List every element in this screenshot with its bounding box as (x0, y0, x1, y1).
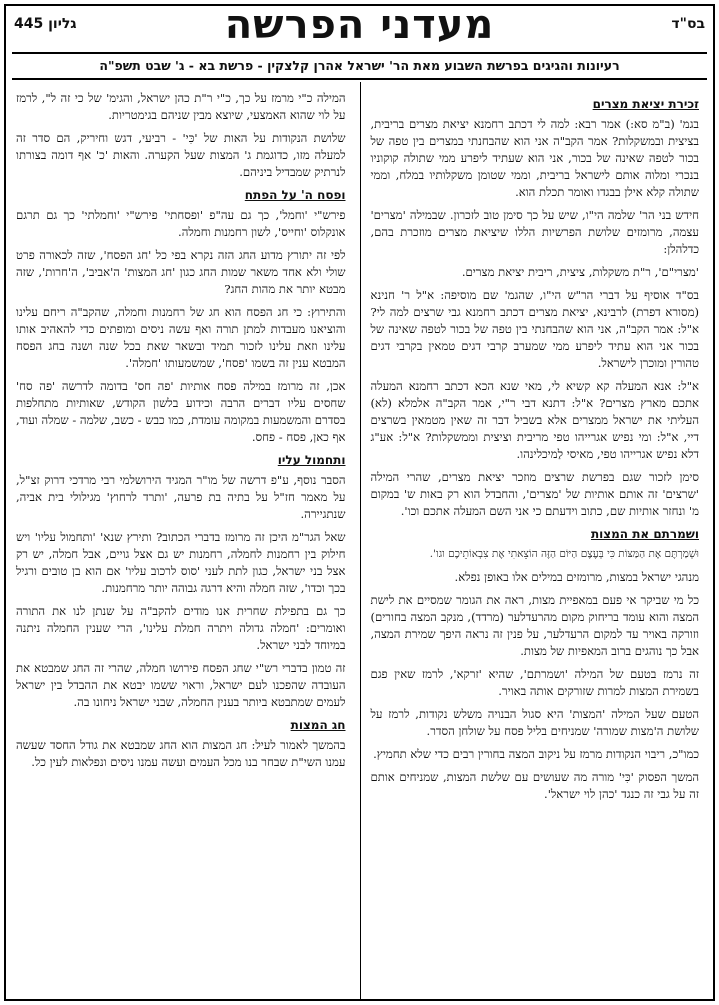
section-heading: ופסח ה' על הפתח (244, 188, 346, 202)
newsletter-page (4, 4, 715, 1001)
newsletter-subtitle: רעיונות והגיגים בפרשת השבוע מאת הר' ישראל אהרן קלצקין - פרשת בא - ג' שבט תשפ"ה (99, 58, 620, 73)
left-column (6, 82, 360, 999)
paragraph: בגמ' (ב"מ סא:) אמר רבא: למה לי דכתב רחמנא יציאת מצרים בריבית, בציצית ובמשקלות? אמר הקב"ה אני הוא שהבחנתי במצרים בין טפה של בכור לטפה שאינה של בכור, אני הוא שעתיד ליפרע ממי שתולה קוקוניו בנכרי ומלוה אותם לישראל בריבית, וממי שטומן משקלותיו במלח, וממי שתולה קלא אילן בבגדו ואומר תכלת הוא. (370, 117, 699, 199)
paragraph: פירש"י 'וחמל', כך גם עה"פ 'ופסחתי' פירש"י 'וחמלתי' כך גם תרגם אונקלוס 'וחייס', לשון רחמנות וחמלה. (16, 208, 346, 239)
paragraph: זה נרמז בטעם של המילה 'ושמרתם', שהיא 'זרקא', לרמז שאין פגם בשמירת המצות למרות שזורקים אותה באויר. (370, 667, 699, 698)
masthead (6, 6, 713, 52)
section-heading: זכירת יציאת מצרים (592, 97, 699, 111)
paragraph: כמו"כ, ריבוי הנקודות מרמז על ניקוב המצה בחורין רבים כדי שלא תחמיץ. (373, 747, 699, 761)
paragraph: שלושת הנקודות על האות של 'כִּי' - רביעי, דגש וחיריק, הם סדר זה למעלה מזו, כדוגמת ג' המצות שעל הקערה. והאות 'כ' אף דומה בצורתו לנרתיק שמבדיל ביניהם. (16, 131, 346, 179)
section-heading: ושמרתם את המצות (590, 527, 699, 541)
paragraph: חידש בני הר' שלמה הי"ו, שיש על כך סימן טוב לזכרון. שבמילה 'מצרים' עצמה, מרומזים שלושת הפרשיות הללו שיציאת מצרים מוזכרת בהם, כדלהלן: (370, 208, 699, 256)
section-heading: ותחמול עליו (277, 453, 346, 467)
paragraph: זה טמון בדברי רש"י שחג הפסח פירושו חמלה, שהרי זה החג שמבטא את העובדה שהפכנו לעם ישראל, וראוי ששמו יבטא את ההבדל בין ישראל לעמים שמתבטא ביותר בענין החמלה, שבני ישראל ניחונו בה. (16, 661, 346, 709)
paragraph: בס"ד אוסיף על דברי הר"ש הי"ו, שהגמ' שם מוסיפה: א"ל ר' חנינא (מסורא דפרת) לרבינא, יציאת מצרים דכתב רחמנא גבי שרצים למה לי? א"ל: אמר הקב"ה, אני הוא שהבחנתי בין טפה של בכור לטפה שאינה של בכור אני הוא עתיד ליפרע ממי שמערב קרבי דגים טמאין בקרבי דגים טהורין ומוכרן לישראל. (370, 288, 699, 370)
newsletter-title: מעדני הפרשה (224, 4, 495, 48)
paragraph: א"ל: אנא המעלה קא קשיא לי, מאי שנא הכא דכתב רחמנא המעלה אתכם מארץ מצרים? א"ל: דתנא דבי ר"י, אמר הקב"ה אלמלא (לא) העליתי את ישראל ממצרים אלא בשביל דבר זה שאין מטמאין בשרצים דיי, א"ל: ומי נפיש אגרייהו טפי מריבית וציצית וממשקלות? א"ל: אע"ג דלא נפיש אגרייהו טפי, מאיסי לַמיכלינהו. (370, 379, 699, 461)
paragraph: כל מי שביקר אי פעם במאפיית מצות, ראה את הגומר שמסיים את לישת המצה והוא עומד בריחוק מקום מהרעדלער (מרדד), מנקב המצה בחורים) וזורקה באויר עד למקום הרעדלער, על פנין זה נראה היפך שמירת המצה, אבל כך נוהגים ברוב המאפיות של מצות. (370, 593, 699, 658)
paragraph: הסבר נוסף, ע"פ דרשה של מו"ר המגיד הירושלמי רבי מרדכי דרוק זצ"ל, על מאמר חז"ל על בתיה בת פרעה, 'ותרד לרחוץ' מגילולי בית אביה, שנתגיירה. (16, 473, 346, 521)
verse-quote: וּשְׁמַרְתֶּם אֶת הַמַּצּוֹת כִּי בְּעֶצֶם הַיּוֹם הַזֶּה הוֹצֵאתִי אֶת צִבְאוֹתֵיכֶם וגו'. (429, 548, 699, 560)
paragraph: המשך הפסוק 'כִּי' מורה מה שעושים עם שלשת המצות, שמניחים אותם זה על גבי זה כנגד 'כהן לוי ישראל'. (370, 770, 699, 801)
paragraph: 'מצרי"ם', ר"ת משקלות, ציצית, ריבית יציאת מצרים. (461, 265, 699, 279)
paragraph: כך גם בתפילת שחרית אנו מודים להקב"ה על שנתן לנו את התורה ואומרים: 'חמלה גדולה ויתרה חמלת עלינו', הרי שענין החמלה ניתנה במיוחד לבני ישראל. (16, 604, 346, 652)
paragraph: והתירוץ: כי חג הפסח הוא חג של רחמנות וחמלה, שהקב"ה ריחם עלינו והוציאנו מעבדות למתן תורה ואף עשה ניסים ומופתים כדי להאהיב אותו עלינו וזאת עלינו לזכור תמיד ובשאר שאת בכל שנה ושנה בחג הפסח המבטא ענין זה בשמו 'פסח', שמשמעותו 'חמלה'. (16, 305, 346, 370)
paragraph: אכן, זה מרומז במילה פסח אותיות 'פה חס' בדומה לדרשה 'פה סח' שחסים עליו דברים הרבה וכידוע בלשון הקודש, שאותיות מתחלפות בסדרם והמשמעות במקומה עומדת, כמו כבש - כשב, שלמה - שמלה ועוד, אף כאן, פסח - פחס. (16, 379, 346, 444)
bsd-mark: בס"ד (671, 16, 705, 32)
article-columns (6, 82, 713, 999)
right-column (360, 82, 714, 999)
paragraph: סימן לזכור שגם בפרשת שרצים מוזכר יציאת מצרים, שהרי המילה 'שרצים' זה אותם אותיות של 'מצרים', והחבדל הוא רק באות ש' במקום מ' ונחזר אותיות שם, כתוב וידעתם כי אני השם המעלה אתכם וכו'. (370, 470, 699, 518)
subtitle-divider (12, 78, 707, 80)
paragraph: לפי זה יתורץ מדוע החג הזה נקרא בפי כל 'חג הפסח', שזה לכאורה פרט שולי ולא אחד משאר שמות החג כגון 'חג המצות' ה'אביב', ה'חרות', שזה מבטא יותר את מהות החג? (16, 248, 346, 296)
paragraph: בהמשך לאמור לעיל: חג המצות הוא החג שמבטא את גודל החסד שעשה עמנו השי"ת שבחר בנו מכל העמים ועשה עמנו ניסים ונפלאות לעין כל. (16, 738, 346, 769)
paragraph: מנהגי ישראל במצות, מרומזים במילים אלו באופן נפלא. (454, 570, 699, 584)
paragraph: המילה כ"י מרמז על כך, כ"י ר"ת כהן ישראל, והגימ' של כי זה ל", לרמז על לוי שהוא האמצעי, שיוצא מבין שניהם בגימטריות. (16, 91, 346, 122)
section-heading: חג המצות (290, 718, 346, 732)
issue-number: גליון 445 (14, 16, 77, 32)
paragraph: הטעם שעל המילה 'המצות' היא סגול הבנויה משלש נקודות, לרמז על שלושת ה'מצות שמורה' שמניחים בליל פסח על שולחן הסדר. (370, 707, 699, 738)
paragraph: שאל הגר"מ היכן זה מרומז בדברי הכתוב? ותירץ שנא' 'ותחמול עליו' ויש חילוק בין רחמנות לחמלה, רחמנות יש גם אצל גויים, אבל חמלה, יש רק אצל בני ישראל, כגון לתת לעני 'סוס לרכוב עליו' אם הוא בן טובים ורגיל בכך וכדו', שזה חמלה והיא דרגה גבוהה יותר מרחמנות. (16, 530, 346, 595)
